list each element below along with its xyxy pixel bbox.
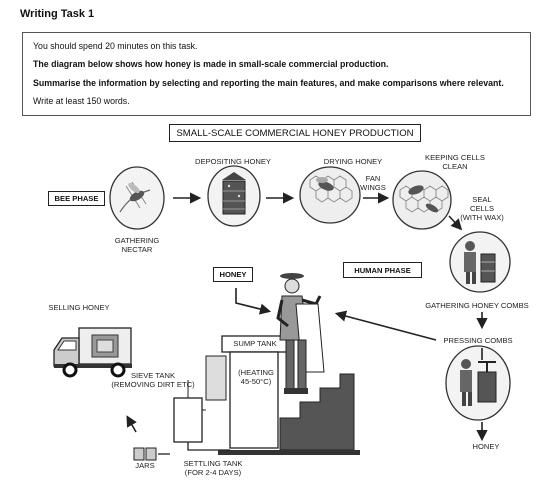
delivery-truck-illustration	[54, 328, 132, 376]
beekeeper-illustration	[450, 232, 510, 292]
settling-tank-label: SETTLING TANK (FOR 2-4 DAYS)	[183, 459, 243, 477]
depositing-honey-label: DEPOSITING HONEY	[195, 157, 271, 166]
honey-box-label: HONEY	[213, 267, 253, 282]
pressing-combs-illustration	[446, 346, 510, 420]
bee-phase-label: BEE PHASE	[48, 191, 105, 206]
gathering-honey-combs-label: GATHERING HONEY COMBS	[425, 301, 529, 310]
human-phase-label: HUMAN PHASE	[343, 262, 422, 278]
task-line-word-count: Write at least 150 words.	[33, 96, 130, 106]
selling-honey-label: SELLING HONEY	[48, 303, 110, 312]
jars-label: JARS	[135, 461, 155, 470]
drying-honey-illustration	[300, 167, 360, 223]
task-line-summarise: Summarise the information by selecting and reporting the main features, and make comparisons where relevant.	[33, 78, 504, 88]
task-line-description: The diagram below shows how honey is made in small-scale commercial production.	[33, 59, 389, 69]
keeping-cells-clean-label: KEEPING CELLS CLEAN	[425, 153, 485, 171]
processing-equipment-illustration	[158, 336, 288, 454]
heating-label: (HEATING 45-50°C)	[238, 368, 274, 386]
seal-cells-label: SEAL CELLS (WITH WAX)	[460, 195, 504, 222]
honey-output-label: HONEY	[472, 442, 500, 451]
worker-illustration	[278, 273, 324, 394]
sieve-tank-label: SIEVE TANK (REMOVING DIRT ETC)	[111, 371, 195, 389]
diagram-title: SMALL-SCALE COMMERCIAL HONEY PRODUCTION	[169, 124, 421, 142]
keeping-cells-clean-illustration	[393, 171, 451, 229]
task-line-time: You should spend 20 minutes on this task.	[33, 41, 198, 51]
hive-illustration	[208, 166, 260, 226]
jars-illustration	[134, 448, 156, 460]
fan-wings-label: FAN WINGS	[360, 174, 386, 192]
pressing-combs-label: PRESSING COMBS	[443, 336, 513, 345]
drying-honey-label: DRYING HONEY	[323, 157, 383, 166]
gathering-nectar-label: GATHERING NECTAR	[114, 236, 160, 254]
sump-tank-label: SUMP TANK	[233, 339, 277, 348]
task-heading: Writing Task 1	[20, 8, 95, 20]
gathering-nectar-illustration	[110, 167, 164, 229]
